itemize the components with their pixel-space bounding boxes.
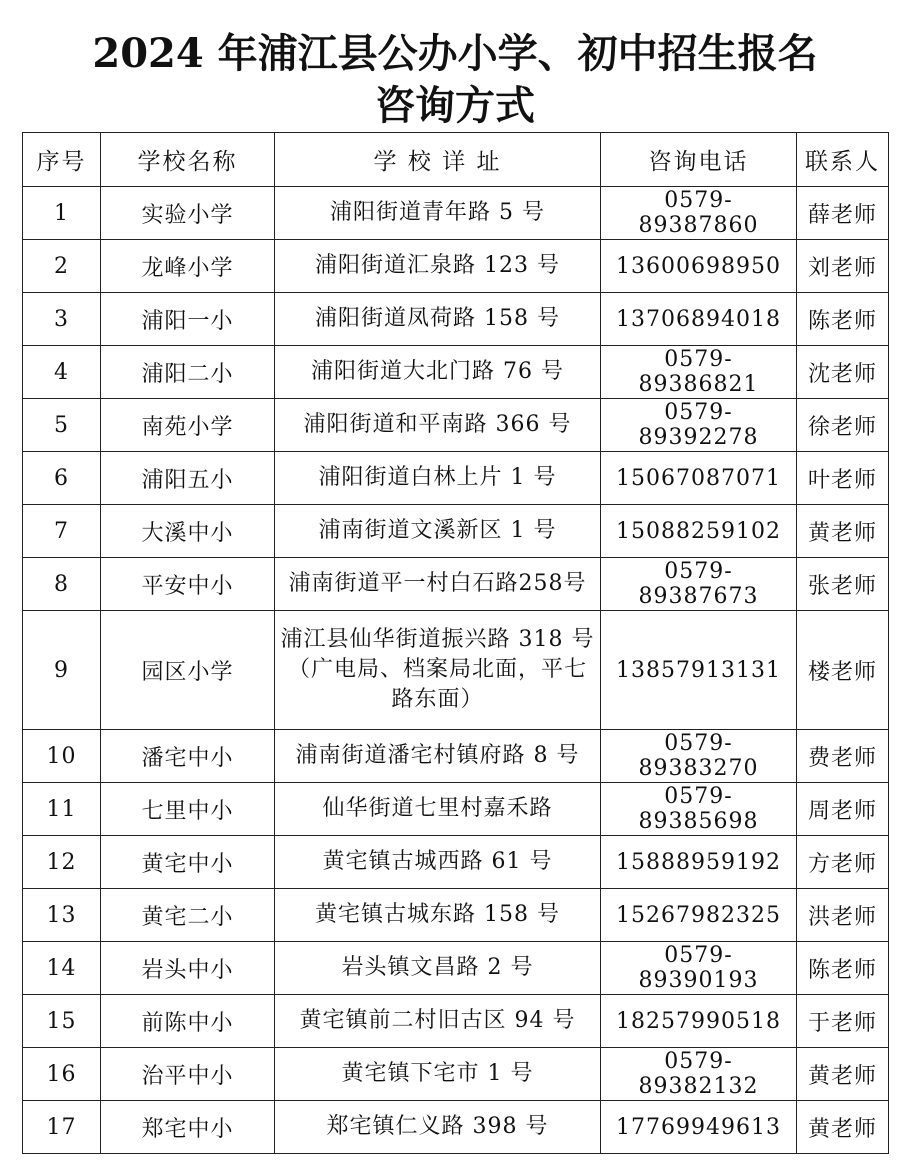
cell-address: 浦阳街道青年路 5 号 (275, 187, 601, 240)
cell-school: 岩头中小 (101, 942, 275, 995)
cell-no: 14 (23, 942, 101, 995)
cell-no: 17 (23, 1101, 101, 1154)
cell-address: 浦南街道潘宅村镇府路 8 号 (275, 730, 601, 783)
cell-contact: 费老师 (797, 730, 889, 783)
cell-school: 黄宅中小 (101, 836, 275, 889)
table-row (23, 942, 889, 995)
cell-phone: 0579-89392278 (601, 399, 797, 452)
header-no: 序号 (23, 133, 101, 187)
cell-phone: 0579-89387860 (601, 187, 797, 240)
table-row (23, 783, 889, 836)
table-row (23, 611, 889, 730)
cell-address: 浦阳街道白林上片 1 号 (275, 452, 601, 505)
title-line-1: 2024 年浦江县公办小学、初中招生报名 (92, 30, 818, 77)
table-row (23, 1101, 889, 1154)
cell-contact: 陈老师 (797, 293, 889, 346)
cell-school: 治平中小 (101, 1048, 275, 1101)
cell-address: 仙华街道七里村嘉禾路 (275, 783, 601, 836)
table-row (23, 346, 889, 399)
cell-no: 11 (23, 783, 101, 836)
table-row (23, 730, 889, 783)
cell-no: 16 (23, 1048, 101, 1101)
table-row (23, 1048, 889, 1101)
header-phone: 咨询电话 (601, 133, 797, 187)
cell-phone: 15088259102 (601, 505, 797, 558)
cell-contact: 薛老师 (797, 187, 889, 240)
cell-contact: 陈老师 (797, 942, 889, 995)
cell-address: 浦阳街道凤荷路 158 号 (275, 293, 601, 346)
table-row (23, 889, 889, 942)
cell-no: 10 (23, 730, 101, 783)
table-row (23, 995, 889, 1048)
cell-school: 浦阳五小 (101, 452, 275, 505)
table-row (23, 187, 889, 240)
cell-phone: 0579-89385698 (601, 783, 797, 836)
header-contact: 联系人 (797, 133, 889, 187)
table-row (23, 240, 889, 293)
cell-address: 郑宅镇仁义路 398 号 (275, 1101, 601, 1154)
cell-phone: 0579-89382132 (601, 1048, 797, 1101)
cell-phone: 0579-89386821 (601, 346, 797, 399)
cell-address: 黄宅镇古城东路 158 号 (275, 889, 601, 942)
cell-address: 岩头镇文昌路 2 号 (275, 942, 601, 995)
cell-contact: 于老师 (797, 995, 889, 1048)
cell-no: 1 (23, 187, 101, 240)
table-row (23, 505, 889, 558)
cell-no: 2 (23, 240, 101, 293)
cell-school: 实验小学 (101, 187, 275, 240)
cell-no: 8 (23, 558, 101, 611)
cell-phone: 0579-89387673 (601, 558, 797, 611)
table-row (23, 558, 889, 611)
cell-contact: 黄老师 (797, 505, 889, 558)
cell-no: 9 (23, 611, 101, 730)
cell-no: 12 (23, 836, 101, 889)
cell-school: 郑宅中小 (101, 1101, 275, 1154)
cell-school: 龙峰小学 (101, 240, 275, 293)
header-school: 学校名称 (101, 133, 275, 187)
table-row (23, 452, 889, 505)
cell-phone: 15888959192 (601, 836, 797, 889)
cell-school: 黄宅二小 (101, 889, 275, 942)
cell-phone: 18257990518 (601, 995, 797, 1048)
cell-phone: 13600698950 (601, 240, 797, 293)
cell-school: 南苑小学 (101, 399, 275, 452)
cell-address: 浦阳街道和平南路 366 号 (275, 399, 601, 452)
cell-contact: 徐老师 (797, 399, 889, 452)
cell-school: 七里中小 (101, 783, 275, 836)
header-address: 学 校 详 址 (275, 133, 601, 187)
cell-phone: 0579-89383270 (601, 730, 797, 783)
cell-address: 黄宅镇下宅市 1 号 (275, 1048, 601, 1101)
cell-address: 浦阳街道大北门路 76 号 (275, 346, 601, 399)
table-row (23, 399, 889, 452)
cell-address: 浦阳街道汇泉路 123 号 (275, 240, 601, 293)
cell-address: 浦江县仙华街道振兴路 318 号（广电局、档案局北面，平七路东面） (275, 611, 601, 730)
cell-phone: 13857913131 (601, 611, 797, 730)
cell-contact: 楼老师 (797, 611, 889, 730)
title-line-2: 咨询方式 (375, 82, 535, 129)
cell-phone: 13706894018 (601, 293, 797, 346)
table-header-row (23, 133, 889, 187)
document-title (0, 28, 910, 132)
cell-address: 黄宅镇前二村旧古区 94 号 (275, 995, 601, 1048)
cell-contact: 洪老师 (797, 889, 889, 942)
cell-contact: 黄老师 (797, 1048, 889, 1101)
cell-phone: 15267982325 (601, 889, 797, 942)
cell-contact: 张老师 (797, 558, 889, 611)
cell-school: 大溪中小 (101, 505, 275, 558)
table-row (23, 836, 889, 889)
cell-address: 浦南街道平一村白石路258号 (275, 558, 601, 611)
table-row (23, 293, 889, 346)
cell-phone: 0579-89390193 (601, 942, 797, 995)
cell-school: 前陈中小 (101, 995, 275, 1048)
cell-contact: 周老师 (797, 783, 889, 836)
cell-contact: 沈老师 (797, 346, 889, 399)
cell-school: 潘宅中小 (101, 730, 275, 783)
cell-contact: 叶老师 (797, 452, 889, 505)
cell-phone: 17769949613 (601, 1101, 797, 1154)
cell-address: 浦南街道文溪新区 1 号 (275, 505, 601, 558)
cell-school: 平安中小 (101, 558, 275, 611)
cell-address: 黄宅镇古城西路 61 号 (275, 836, 601, 889)
cell-contact: 刘老师 (797, 240, 889, 293)
cell-no: 13 (23, 889, 101, 942)
cell-contact: 方老师 (797, 836, 889, 889)
cell-phone: 15067087071 (601, 452, 797, 505)
cell-school: 浦阳一小 (101, 293, 275, 346)
cell-no: 6 (23, 452, 101, 505)
cell-no: 3 (23, 293, 101, 346)
cell-no: 15 (23, 995, 101, 1048)
cell-contact: 黄老师 (797, 1101, 889, 1154)
cell-no: 7 (23, 505, 101, 558)
cell-school: 园区小学 (101, 611, 275, 730)
cell-no: 4 (23, 346, 101, 399)
school-contact-table (22, 132, 889, 1154)
cell-no: 5 (23, 399, 101, 452)
cell-school: 浦阳二小 (101, 346, 275, 399)
